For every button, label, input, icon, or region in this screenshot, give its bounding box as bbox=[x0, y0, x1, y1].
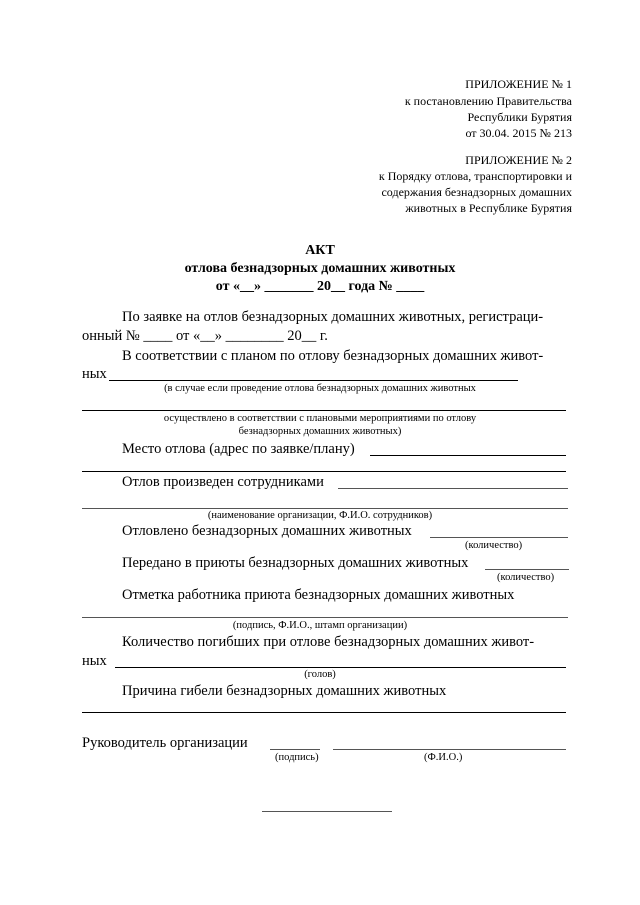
doc-date-number: от «__» _______ 20__ года № ____ bbox=[215, 279, 425, 294]
caught-blank-line[interactable] bbox=[430, 537, 568, 538]
shelter-hint: (количество) bbox=[497, 572, 555, 583]
head-label: Руководитель организации bbox=[82, 735, 248, 751]
doc-subtitle: отлова безнадзорных домашних животных bbox=[184, 261, 456, 276]
mark-label: Отметка работника приюта безнадзорных домашних животных bbox=[122, 587, 515, 603]
request-line2: онный № ____ от «__» ________ 20__ г. bbox=[82, 328, 328, 344]
plan-line2-prefix: ных bbox=[82, 366, 107, 382]
dead-hint: (голов) bbox=[304, 669, 336, 680]
appendix2-line: к Порядку отлова, транспортировки и bbox=[378, 169, 572, 183]
caught-hint: (количество) bbox=[465, 540, 523, 551]
mark-blank-line[interactable] bbox=[82, 617, 568, 618]
plan-blank-line[interactable] bbox=[109, 380, 518, 381]
plan-line1: В соответствии с планом по отлову безнадзорных домашних живот- bbox=[122, 348, 544, 364]
bottom-separator bbox=[262, 811, 392, 812]
staff-blank-line[interactable] bbox=[338, 488, 568, 489]
plan-hint1: (в случае если проведение отлова безнадзорных домашних животных bbox=[164, 383, 476, 394]
appendix2-line: животных в Республике Бурятия bbox=[405, 201, 572, 215]
appendix2-title: ПРИЛОЖЕНИЕ № 2 bbox=[465, 153, 572, 167]
caught-label: Отловлено безнадзорных домашних животных bbox=[122, 523, 412, 539]
mark-hint: (подпись, Ф.И.О., штамп организации) bbox=[232, 620, 408, 631]
place-blank-line2[interactable] bbox=[82, 471, 566, 472]
signature-blank-line[interactable] bbox=[270, 749, 320, 750]
plan-blank-line2[interactable] bbox=[82, 410, 566, 411]
cause-blank-line[interactable] bbox=[82, 712, 566, 713]
staff-label: Отлов произведен сотрудниками bbox=[122, 474, 324, 490]
appendix1-line: Республики Бурятия bbox=[467, 110, 572, 124]
doc-title: АКТ bbox=[305, 243, 335, 258]
appendix1-line: к постановлению Правительства bbox=[404, 94, 572, 108]
dead-line2-prefix: ных bbox=[82, 653, 107, 669]
shelter-label: Передано в приюты безнадзорных домашних животных bbox=[122, 555, 469, 571]
appendix1-line: от 30.04. 2015 № 213 bbox=[465, 126, 572, 140]
place-label: Место отлова (адрес по заявке/плану) bbox=[122, 441, 355, 457]
dead-line1: Количество погибших при отлове безнадзорных домашних живот- bbox=[122, 634, 535, 650]
fio-hint: (Ф.И.О.) bbox=[424, 752, 463, 763]
staff-blank-line2[interactable] bbox=[82, 508, 568, 509]
cause-label: Причина гибели безнадзорных домашних животных bbox=[122, 683, 447, 699]
request-line1: По заявке на отлов безнадзорных домашних животных, регистраци- bbox=[122, 309, 544, 325]
fio-blank-line[interactable] bbox=[333, 749, 566, 750]
signature-hint: (подпись) bbox=[275, 752, 319, 763]
shelter-blank-line[interactable] bbox=[485, 569, 569, 570]
place-blank-line[interactable] bbox=[370, 455, 566, 456]
appendix2-line: содержания безнадзорных домашних bbox=[381, 185, 572, 199]
staff-hint: (наименование организации, Ф.И.О. сотрудников) bbox=[207, 510, 433, 521]
appendix1-title: ПРИЛОЖЕНИЕ № 1 bbox=[465, 77, 572, 91]
dead-blank-line[interactable] bbox=[115, 667, 566, 668]
plan-hint2: осуществлено в соответствии с плановыми мероприятиями по отлову bbox=[163, 413, 477, 424]
plan-hint3: безнадзорных домашних животных) bbox=[238, 426, 402, 437]
